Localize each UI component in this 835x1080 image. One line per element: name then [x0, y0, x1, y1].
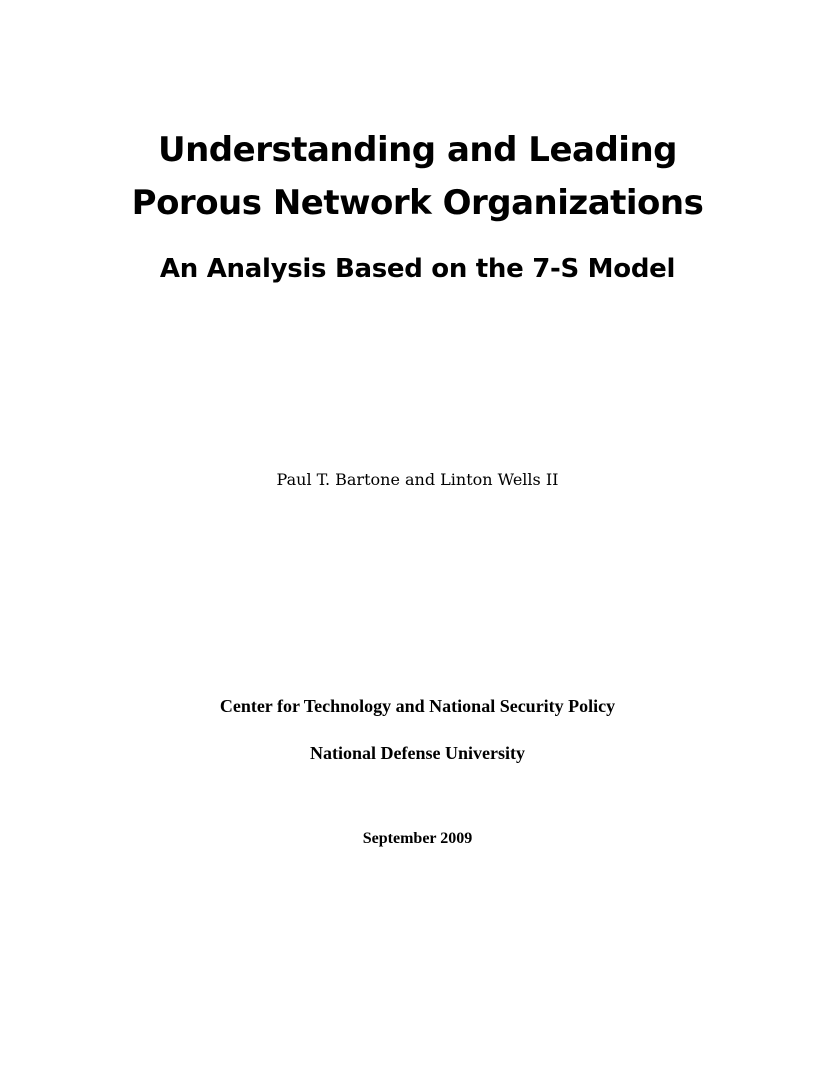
publication-date: September 2009 [362, 830, 473, 847]
organization: Center for Technology and National Security Policy [219, 696, 616, 716]
subtitle: An Analysis Based on the 7-S Model [159, 254, 676, 284]
title-line-1: Understanding and Leading [157, 130, 677, 170]
title-line-2: Porous Network Organizations [131, 183, 704, 223]
authors: Paul T. Bartone and Linton Wells II [276, 470, 559, 489]
institution: National Defense University [310, 743, 525, 763]
